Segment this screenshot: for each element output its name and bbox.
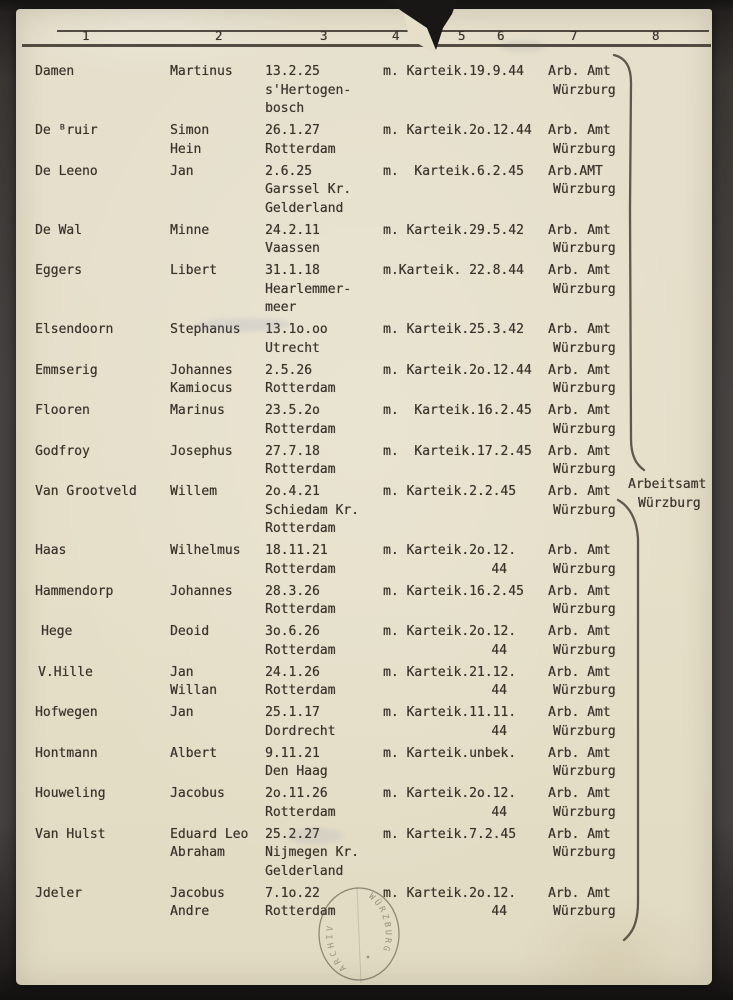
side-label-arbeitsamt — [628, 475, 706, 513]
svg-text:ARCHIV — [325, 922, 348, 973]
cell-birth: 13.1o.oo Utrecht — [265, 322, 328, 356]
cell-surname: De Leeno — [35, 163, 98, 179]
table-row — [16, 163, 712, 219]
cell-firstname: Josephus — [170, 443, 233, 459]
cell-surname: Van Grootveld — [35, 484, 137, 499]
cell-firstname: Minne — [170, 222, 210, 238]
table-row — [16, 745, 712, 782]
cell-birth: 28.3.26 Rotterdam — [265, 583, 336, 617]
cell-birth: 26.1.27 Rotterdam — [265, 123, 336, 157]
table-row — [16, 583, 712, 620]
cell-surname: Emmserig — [35, 362, 98, 378]
column-number: 7 — [570, 28, 578, 43]
cell-amt: Arb. Amt Würzburg — [548, 705, 616, 739]
stamp-text-left: ARCHIV — [325, 922, 349, 974]
cell-amt: Arb. Amt Würzburg — [548, 543, 616, 577]
cell-firstname: Wilhelmus — [170, 543, 241, 558]
header-rule-bottom — [22, 44, 711, 47]
cell-surname: Hammendorp — [35, 583, 114, 599]
column-number-header — [16, 29, 712, 44]
cell-entry: m. Karteik.16.2.45 — [383, 583, 524, 599]
table-row — [16, 63, 712, 119]
cell-entry: m. Karteik.17.2.45 — [383, 443, 532, 459]
cell-surname: Houweling — [35, 786, 106, 801]
cell-birth: 2.5.26 Rotterdam — [265, 362, 336, 396]
cell-firstname: Jacobus Andre — [170, 885, 225, 919]
cell-amt: Arb. Amt Würzburg — [548, 362, 616, 396]
record-table — [16, 63, 712, 925]
cell-amt: Arb. Amt Würzburg — [548, 222, 616, 256]
cell-entry: m. Karteik.2o.12. 44 — [383, 885, 517, 919]
cell-amt: Arb. Amt Würzburg — [548, 885, 616, 919]
cell-entry: m. Karteik.unbek. — [383, 745, 517, 761]
cell-entry: m. Karteik.6.2.45 — [383, 163, 524, 179]
cell-entry: m. Karteik.2.2.45 — [383, 484, 517, 499]
cell-entry: m. Karteik.29.5.42 — [383, 222, 524, 238]
table-row — [16, 483, 712, 539]
column-number: 1 — [82, 28, 90, 43]
table-row — [16, 402, 712, 439]
cell-amt: Arb. Amt Würzburg — [548, 745, 616, 779]
ink-bleed-smudge — [288, 828, 343, 844]
cell-surname: Van Hulst — [35, 826, 106, 842]
cell-firstname: Willem — [170, 484, 217, 499]
cell-firstname: Jacobus — [170, 786, 225, 801]
column-number: 4 — [392, 28, 400, 43]
side-label-line1: Arbeitsamt — [628, 477, 707, 492]
table-row — [16, 122, 712, 159]
cell-firstname: Jan Willan — [170, 664, 217, 698]
cell-firstname: Johannes — [170, 583, 233, 599]
cell-birth: 24.1.26 Rotterdam — [265, 664, 336, 698]
cell-entry: m. Karteik.19.9.44 — [383, 64, 524, 79]
side-label-line2: Würzburg — [638, 496, 701, 511]
cell-amt: Arb. Amt Würzburg — [548, 123, 616, 157]
cell-entry: m. Karteik.2o.12.44 — [383, 362, 532, 378]
column-number: 5 — [458, 28, 466, 43]
table-row — [16, 785, 712, 822]
cell-surname: Elsendoorn — [35, 322, 114, 337]
column-number: 2 — [215, 28, 223, 43]
table-row — [16, 664, 712, 701]
table-row — [16, 262, 712, 318]
cell-birth: 31.1.18 Hearlemmer- meer — [265, 263, 352, 315]
cell-entry: m. Karteik.11.11. 44 — [383, 705, 517, 739]
document-page — [16, 9, 712, 985]
cell-surname: Hege — [41, 624, 73, 639]
cell-amt: Arb. Amt Würzburg — [548, 263, 616, 297]
cell-firstname: Jan — [170, 705, 194, 720]
column-number: 6 — [497, 28, 505, 43]
cell-entry: m. Karteik.16.2.45 — [383, 403, 532, 418]
cell-firstname: Libert — [170, 263, 217, 278]
cell-entry: m. Karteik.2o.12. 44 — [383, 786, 517, 820]
cell-surname: Jdeler — [35, 885, 82, 901]
table-row — [16, 321, 712, 358]
cell-amt: Arb. Amt Würzburg — [548, 624, 616, 658]
cell-entry: m.Karteik. 22.8.44 — [383, 263, 524, 278]
cell-entry: m. Karteik.7.2.45 — [383, 826, 517, 842]
stamp-text-right: WÜRZBURG — [366, 891, 393, 955]
cell-firstname: Jan — [170, 163, 194, 179]
cell-entry: m. Karteik.25.3.42 — [383, 322, 524, 337]
column-number: 3 — [320, 28, 328, 43]
cell-entry: m. Karteik.2o.12. 44 — [383, 624, 517, 658]
cell-entry: m. Karteik.21.12. 44 — [383, 664, 517, 698]
cell-firstname: Deoid — [170, 624, 210, 639]
cell-amt: Arb.AMT Würzburg — [548, 163, 616, 197]
cell-surname: De ᴮruir — [35, 123, 98, 138]
cell-birth: 2o.11.26 Rotterdam — [265, 786, 336, 820]
cell-firstname: Stephanus — [170, 322, 241, 337]
cell-firstname: Albert — [170, 745, 217, 761]
cell-entry: m. Karteik.2o.12. 44 — [383, 543, 517, 577]
cell-amt: Arb. Amt Würzburg — [548, 64, 616, 98]
cell-surname: V.Hille — [38, 664, 93, 680]
cell-surname: Godfroy — [35, 443, 90, 459]
cell-amt: Arb. Amt Würzburg — [548, 583, 616, 617]
cell-birth: 2.6.25 Garssel Kr. Gelderland — [265, 163, 352, 216]
table-row — [16, 885, 712, 922]
cell-entry: m. Karteik.2o.12.44 — [383, 123, 532, 138]
table-row — [16, 826, 712, 882]
cell-surname: Flooren — [35, 403, 90, 418]
table-row — [16, 704, 712, 741]
cell-amt: Arb. Amt Würzburg — [548, 322, 616, 356]
cell-firstname: Martinus — [170, 64, 233, 79]
cell-birth: 25.2.27 Nijmegen Kr. Gelderland — [265, 826, 359, 879]
cell-birth: 23.5.2o Rotterdam — [265, 403, 336, 437]
cell-surname: Hofwegen — [35, 705, 98, 720]
cell-surname: Eggers — [35, 263, 82, 278]
cell-birth: 24.2.11 Vaassen — [265, 222, 320, 256]
cell-amt: Arb. Amt Würzburg — [548, 826, 616, 860]
cell-amt: Arb. Amt Würzburg — [548, 786, 616, 820]
ink-bleed-smudge — [500, 40, 546, 52]
cell-surname: Haas — [35, 543, 67, 558]
cell-birth: 7.1o.22 Rotterdam — [265, 885, 336, 919]
cell-surname: Hontmann — [35, 745, 98, 761]
cell-firstname: Johannes Kamiocus — [170, 362, 233, 396]
cell-birth: 25.1.17 Dordrecht — [265, 705, 336, 739]
table-row — [16, 542, 712, 579]
cell-firstname: Simon Hein — [170, 123, 210, 157]
cell-amt: Arb. Amt Würzburg — [548, 403, 616, 437]
cell-birth: 9.11.21 Den Haag — [265, 745, 328, 779]
cell-birth: 27.7.18 Rotterdam — [265, 443, 336, 477]
cell-birth: 13.2.25 s'Hertogen- bosch — [265, 64, 352, 116]
cell-birth: 3o.6.26 Rotterdam — [265, 624, 336, 658]
cell-birth: 2o.4.21 Schiedam Kr. Rotterdam — [265, 484, 359, 536]
table-row — [16, 623, 712, 660]
cell-surname: De Wal — [35, 222, 82, 238]
cell-amt: Arb. Amt Würzburg — [548, 443, 616, 477]
cell-birth: 18.11.21 Rotterdam — [265, 543, 336, 577]
cell-surname: Damen — [35, 64, 75, 79]
cell-firstname: Marinus — [170, 403, 225, 418]
table-row — [16, 362, 712, 399]
cell-amt: Arb. Amt Würzburg — [548, 484, 616, 518]
cell-amt: Arb. Amt Würzburg — [548, 664, 616, 698]
table-row — [16, 222, 712, 259]
cell-firstname: Eduard Leo Abraham — [170, 826, 249, 860]
column-number: 8 — [652, 28, 660, 43]
table-row — [16, 443, 712, 480]
